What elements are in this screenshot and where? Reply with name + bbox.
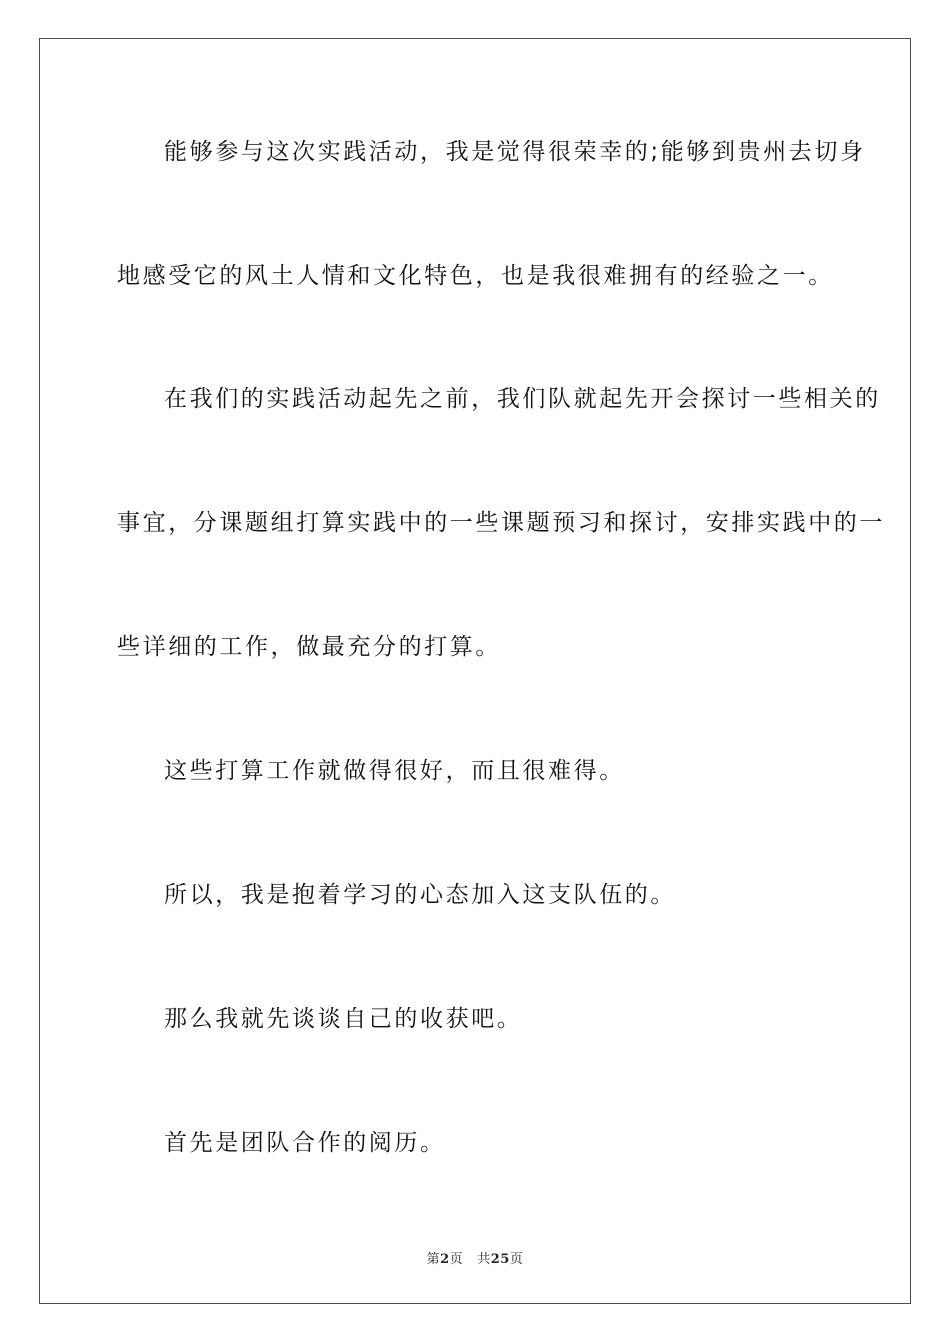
paragraph-line: 那么我就先谈谈自己的收获吧。 <box>164 1006 523 1032</box>
page-label-prefix: 第 <box>426 1252 441 1267</box>
paragraph-line: 这些打算工作就做得很好，而且很难得。 <box>164 758 625 784</box>
paragraph-line: 地感受它的风土人情和文化特色，也是我很难拥有的经验之一。 <box>117 263 834 289</box>
page-footer <box>0 1248 950 1267</box>
paragraph-line: 首先是团队合作的阅历。 <box>164 1130 446 1156</box>
paragraph-line: 所以，我是抱着学习的心态加入这支队伍的。 <box>164 882 676 908</box>
paragraph-line: 事宜，分课题组打算实践中的一些课题预习和探讨，安排实践中的一 <box>117 510 885 536</box>
total-label-suffix: 页 <box>509 1252 524 1267</box>
total-label-prefix: 共 <box>477 1252 491 1267</box>
page-border <box>39 38 911 1304</box>
page-label-suffix: 页 <box>449 1252 464 1267</box>
total-pages: 25 <box>490 1252 510 1267</box>
paragraph-line: 些详细的工作，做最充分的打算。 <box>117 634 501 660</box>
paragraph-line: 能够参与这次实践活动，我是觉得很荣幸的;能够到贵州去切身 <box>164 139 866 165</box>
paragraph-line: 在我们的实践活动起先之前，我们队就起先开会探讨一些相关的 <box>164 386 881 412</box>
page-number: 2 <box>440 1252 450 1267</box>
